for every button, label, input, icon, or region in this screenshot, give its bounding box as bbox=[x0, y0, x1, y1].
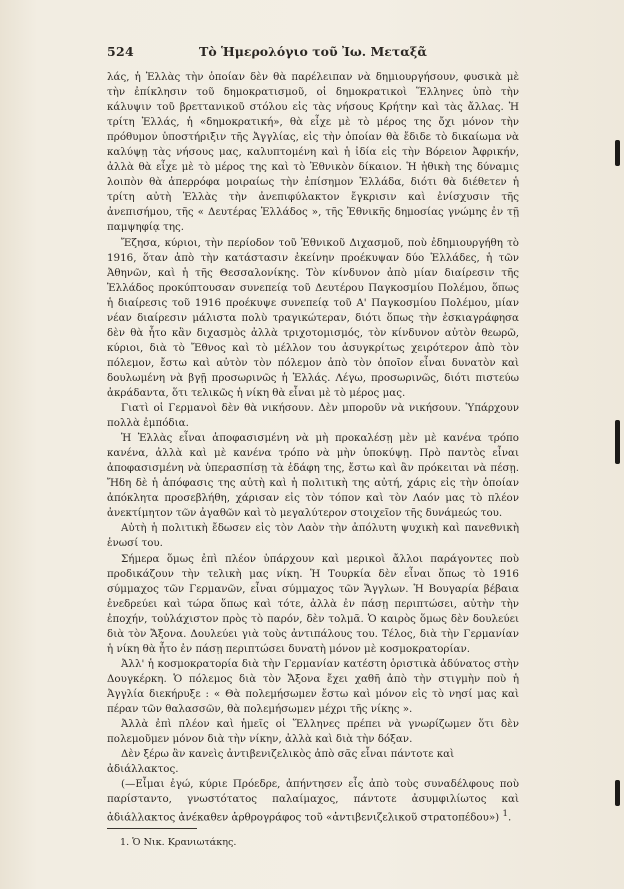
body-text bbox=[107, 70, 519, 826]
binding-mark bbox=[615, 140, 620, 166]
paragraph: Δὲν ξέρω ἂν κανεὶς ἀντιβενιζελικὸς ἀπὸ σᾶς εἶναι πάντοτε καὶ ἀδιάλλακτος. bbox=[107, 748, 455, 776]
running-title: Τὸ Ἡμερολόγιο τοῦ Ἰω. Μεταξᾶ bbox=[199, 44, 427, 59]
page-header bbox=[107, 44, 519, 64]
paragraph-text: (—Εἶμαι ἐγώ, κύριε Πρόεδρε, ἀπήντησεν εἷς ἀπὸ τοὺς συναδέλφους ποὺ παρίσταντο, γνωστότατος παλαίμαχος, πάντοτε ἀσυμφιλίωτος καὶ ἀδιάλλακτος ἀνέκαθεν ἀρθρογράφος τοῦ «ἀντιβενιζελικοῦ στρατοπέδου») bbox=[107, 778, 519, 824]
paragraph: Σήμερα ὅμως ἐπὶ πλέον ὑπάρχουν καὶ μερικοὶ ἄλλοι παράγοντες ποὺ προδικάζουν τὴν τελικὴ μας νίκη. Ἡ Τουρκία δὲν εἶναι ὅπως τὸ 1916 σύμμαχος τῶν Γερμανῶν, εἶναι σύμμαχος τῶν Ἄγγλων. Ἡ Βουγαρία βέβαια ἐνεδρεύει καὶ τώρα ὅπως καὶ τότε, ἀλλὰ ἐν πάσῃ περιπτώσει, αὐτὴν τὴν ἐποχήν, τοὐλάχιστον πρὸς τὸ παρόν, δὲν τολμᾶ. Ὁ καιρὸς ὅμως δὲν δουλεύει διὰ τὸν Ἄξονα. Δουλεύει γιὰ τοὺς ἀντιπάλους του. Τέλος, διὰ τὴν Γερμανίαν ἡ νίκη θὰ ἦτο ἐν πάσῃ περιπτώσει δυνατὴ μόνον μὲ κοσμοκρατορίαν. bbox=[107, 552, 519, 655]
paragraph: Ἔζησα, κύριοι, τὴν περίοδον τοῦ Ἐθνικοῦ Διχασμοῦ, ποὺ ἐδημιουργήθη τὸ 1916, ὅταν ἀπὸ τὴν κατάστασιν ἐκείνην προέκυψαν δύο Ἑλλάδες, ἡ τῶν Ἀθηνῶν, καὶ ἡ τῆς Θεσσαλονίκης. Τὸν κίνδυνον ἀπὸ μίαν διαίρεσιν τῆς Ἑλλάδος προκύπτουσαν συνεπείᾳ τοῦ Δευτέρου Παγκοσμίου Πολέμου, ὅπως ἡ διαίρεσις τοῦ 1916 προέκυψε συνεπείᾳ τοῦ Α' Παγκοσμίου Πολέμου, μίαν νέαν διαίρεσιν μάλιστα πολὺ τραγικώτεραν, διότι ὅπως τὴν ἐσκιαγράφησα δὲν θὰ ἦτο κἂν διχασμὸς ἀλλὰ τριχοτομισμός, τὸν κίνδυνον αὐτὸν θεωρῶ, κύριοι, διὰ τὸ Ἔθνος καὶ τὸ μέλλον του ἀσυγκρίτως χειρότερον ἀπὸ τὸν πόλεμον, ἔστω καὶ αὐτὸν τὸν πόλεμον ἀπὸ τὸν ὁποῖον εἶναι δυνατὸν καὶ δουλωμένη νὰ βγῇ προσωρινῶς ἡ Ἑλλάς. Λέγω, προσωρινῶς, διότι πιστεύω ἀκράδαντα, ὅτι τελικῶς ἡ νίκη θὰ εἶναι μὲ τὸ μέρος μας. bbox=[107, 236, 519, 399]
paragraph: Αὐτὴ ἡ πολιτικὴ ἔδωσεν εἰς τὸν Λαὸν τὴν ἀπόλυτη ψυχικὴ καὶ πανεθνικὴ ἑνωσί του. bbox=[107, 522, 519, 550]
footnote-text: Ὁ Νικ. Κρανιωτάκης. bbox=[132, 837, 237, 848]
footnote-reference: 1 bbox=[502, 809, 508, 820]
page-number: 524 bbox=[107, 44, 134, 59]
paragraph: Γιατὶ οἱ Γερμανοὶ δὲν θὰ νικήσουν. Δὲν μποροῦν νὰ νικήσουν. Ὑπάρχουν πολλὰ ἐμπόδια. bbox=[107, 402, 519, 430]
binding-mark bbox=[615, 420, 620, 464]
footnote-divider bbox=[107, 828, 197, 829]
paragraph: Ἀλλὰ ἐπὶ πλέον καὶ ἡμεῖς οἱ Ἕλληνες πρέπει νὰ γνωρίζωμεν ὅτι δὲν πολεμοῦμεν μόνον διὰ τὴν νίκην, ἀλλὰ καὶ διὰ τὴν δόξαν. bbox=[107, 718, 519, 746]
paragraph: λάς, ἡ Ἑλλὰς τὴν ὁποίαν δὲν θὰ παρέλειπαν νὰ δημιουργήσουν, φυσικὰ μὲ τὴν ἐπίκλησιν τοῦ δημοκρατισμοῦ, οἱ δημοκρατικοὶ Ἕλληνες ὑπὸ τὴν κάλυψιν τοῦ βρεττανικοῦ στόλου εἰς τὰς νήσους Κρήτην καὶ τὰς ἄλλας. Ἡ τρίτη Ἑλλάς, ἡ «δημοκρατική», θὰ εἶχε μὲ τὸ μέρος της ὄχι μόνον τὴν πρόθυμον ὑποστήριξιν τῆς Ἀγγλίας, εἰς τὴν ὁποίαν θὰ ἔδιδε τὸ δικαίωμα νὰ καλύψῃ τὰς νήσους μας, καλυπτομένη καὶ ἡ ἰδία εἰς τὴν Βόρειον Ἀφρικήν, ἀλλὰ θὰ εἶχε μὲ τὸ μέρος της καὶ τὸ Ἐθνικὸν δίκαιον. Ἡ ἠθικὴ της δύναμις λοιπὸν θὰ ἀπερρόφα μοιραίως τὴν ἐπίσημον Ἑλλάδα, διότι θὰ διέθετεν ἡ τρίτη αὐτὴ Ἑλλὰς τὴν ἀνεπιφύλακτον ἔγκρισιν καὶ ἐνίσχυσιν τῆς ἀνεπισήμου, τῆς « Δευτέρας Ἑλλάδος », τῆς Ἐθνικῆς δημοσίας γνώμης ἐν τῇ παμψηφίᾳ της. bbox=[107, 71, 519, 234]
paragraph: Ἡ Ἑλλὰς εἶναι ἀποφασισμένη νὰ μὴ προκαλέσῃ μὲν μὲ κανένα τρόπο κανένα, ἀλλὰ καὶ μὲ κανένα τρόπο νὰ μὴν ὑποκύψῃ. Πρὸ παντὸς εἶναι ἀποφασισμένη νὰ ὑπερασπίσῃ τὰ ἐδάφη της, ἔστω καὶ ἂν πρόκειται νὰ πέσῃ. Ἤδη δὲ ἡ ἀπόφασις της αὐτὴ καὶ ἡ πολιτικὴ της αὐτή, χάρις εἰς τὴν ὁποίαν ἀπόκλητα προσεβλήθη, χάρισαν εἰς τὸν τόπον καὶ τὸν Λαόν μας τὸ πλέον ἀνεκτίμητον τῶν ἀγαθῶν καὶ τὸ μεγαλύτερον στοιχεῖον τῆς δυνάμεώς του. bbox=[107, 432, 519, 520]
footnote bbox=[120, 836, 500, 849]
binding-mark bbox=[615, 780, 620, 806]
paragraph: Ἀλλ' ἡ κοσμοκρατορία διὰ τὴν Γερμανίαν κατέστη ὁριστικὰ ἀδύνατος στὴν Δουγκέρκη. Ὁ πόλεμος διὰ τὸν Ἄξονα ἔχει χαθῆ ἀπὸ τὴν στιγμὴν ποὺ ἡ Ἀγγλία διεκήρυξε : « Θὰ πολεμήσωμεν ἔστω καὶ μόνον εἰς τὸ νησί μας καὶ πέραν τῶν θαλασσῶν, θὰ πολεμήσωμεν μέχρι τῆς νίκης ». bbox=[107, 657, 519, 715]
paragraph-with-footnote: (—Εἶμαι ἐγώ, κύριε Πρόεδρε, ἀπήντησεν εἷς ἀπὸ τοὺς συναδέλφους ποὺ παρίσταντο, γνωστότατος παλαίμαχος, πάντοτε ἀσυμφιλίωτος καὶ ἀδιάλλακτος ἀνέκαθεν ἀρθρογράφος τοῦ «ἀντιβενιζελικοῦ στρατοπέδου») $^1$. bbox=[107, 778, 519, 824]
footnote-number: 1. bbox=[120, 837, 130, 848]
